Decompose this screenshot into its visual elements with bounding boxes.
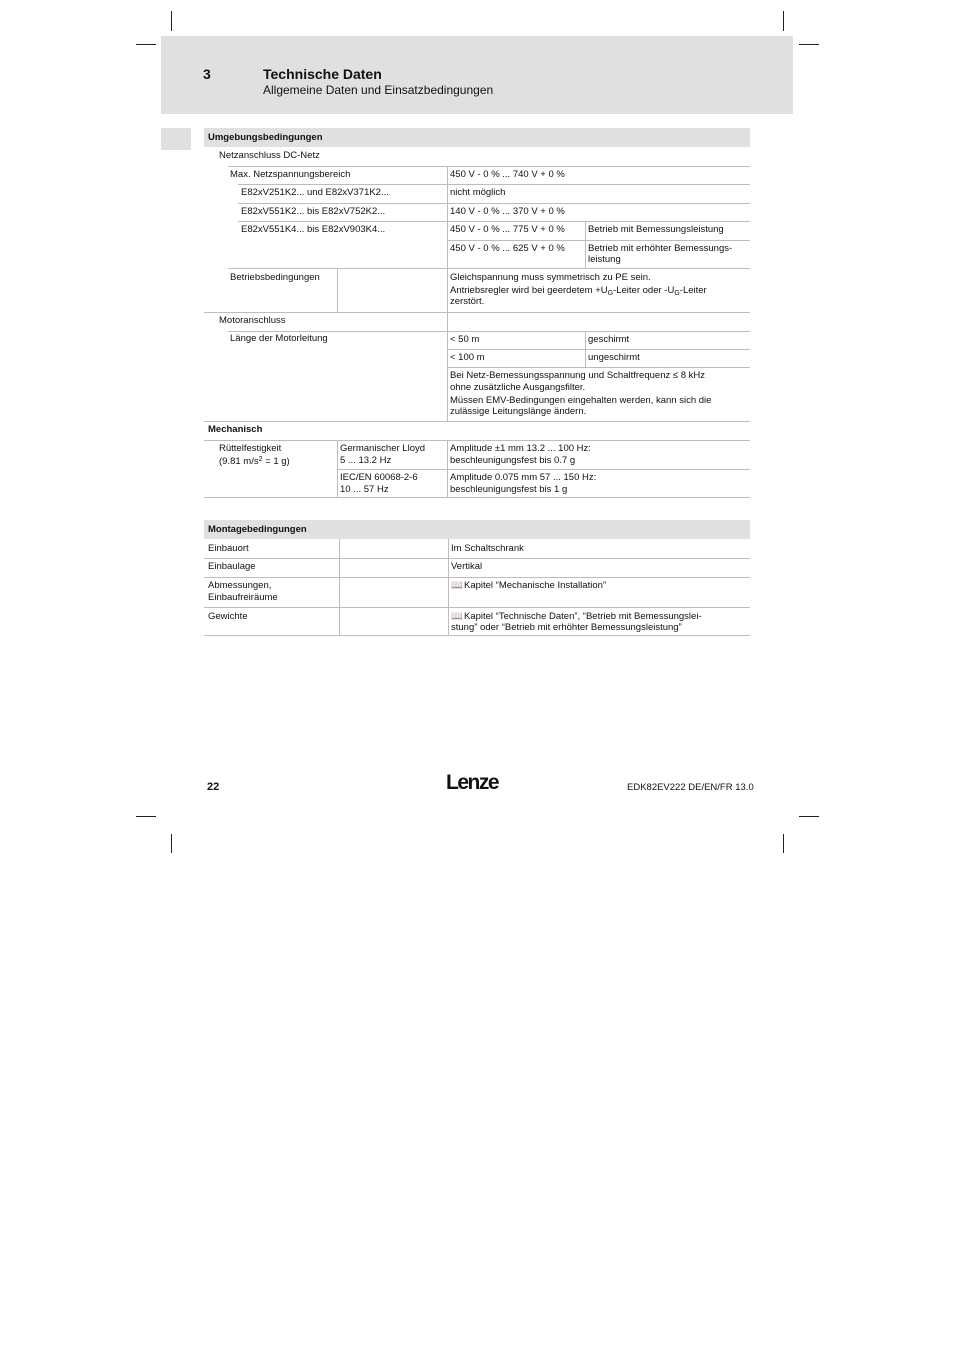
- divider: [204, 312, 750, 313]
- document-id: EDK82EV222 DE/EN/FR 13.0: [627, 782, 754, 793]
- divider: [228, 331, 750, 332]
- ruettelfestigkeit-label: Rüttelfestigkeit: [219, 443, 282, 454]
- dc-netz-label: Netzanschluss DC-Netz: [219, 150, 320, 161]
- motorleitung-label: Länge der Motorleitung: [230, 333, 328, 344]
- vibration-value: beschleunigungsfest bis 1 g: [450, 484, 568, 495]
- abmessungen-label: Abmessungen,: [208, 580, 272, 591]
- abmessungen-value: Kapitel “Mechanische Installation”: [464, 580, 607, 591]
- device-range-label: E82xV551K2... bis E82xV752K2...: [241, 206, 386, 217]
- crop-mark: [783, 834, 784, 853]
- einbaulage-value: Vertikal: [451, 561, 483, 572]
- book-icon: 📖: [451, 611, 463, 622]
- divider: [204, 558, 750, 559]
- divider: [228, 166, 750, 167]
- motoranschluss-label: Motoranschluss: [219, 315, 286, 326]
- device-range-value: 450 V - 0 % ... 625 V + 0 %: [450, 243, 565, 254]
- vibration-value: Amplitude ±1 mm 13.2 ... 100 Hz:: [450, 443, 591, 454]
- standard-label: Germanischer Lloyd: [340, 443, 426, 454]
- abmessungen-label: Einbaufreiräume: [208, 592, 278, 603]
- crop-mark: [136, 816, 156, 817]
- divider: [204, 635, 750, 636]
- chapter-number: 3: [203, 66, 211, 82]
- motorleitung-type: ungeschirmt: [588, 352, 640, 363]
- standard-label: IEC/EN 60068-2-6: [340, 472, 418, 483]
- standard-range: 10 ... 57 Hz: [340, 484, 389, 495]
- section-title-montage: Montagebedingungen: [208, 524, 307, 535]
- column-divider: [337, 268, 338, 312]
- divider: [238, 221, 750, 222]
- divider: [204, 607, 750, 608]
- spannungsbereich-label: Max. Netzspannungsbereich: [230, 169, 351, 180]
- einbauort-label: Einbauort: [208, 543, 249, 554]
- page-number: 22: [207, 781, 220, 793]
- side-tab: [161, 128, 191, 150]
- crop-mark: [799, 44, 819, 45]
- divider: [238, 184, 750, 185]
- betrieb-text: Gleichspannung muss symmetrisch zu PE sein.: [450, 272, 651, 283]
- emv-note: Bei Netz-Bemessungsspannung und Schaltfrequenz ≤ 8 kHz: [450, 370, 705, 381]
- chapter-subtitle: Allgemeine Daten und Einsatzbedingungen: [263, 83, 494, 97]
- vibration-value: Amplitude 0.075 mm 57 ... 150 Hz:: [450, 472, 597, 483]
- divider: [204, 421, 750, 422]
- betriebsbedingungen-label: Betriebsbedingungen: [230, 272, 320, 283]
- divider: [228, 268, 750, 269]
- operating-mode-note: Betrieb mit Bemessungsleistung: [588, 224, 724, 235]
- emv-note: Müssen EMV-Bedingungen eingehalten werden, kann sich die: [450, 395, 712, 406]
- device-range-value: nicht möglich: [450, 187, 506, 198]
- column-divider: [447, 166, 448, 421]
- crop-mark: [799, 816, 819, 817]
- ruettelfestigkeit-unit: (9.81 $m/s^2 = 1$ g): [219, 456, 290, 467]
- divider: [238, 203, 750, 204]
- divider: [448, 349, 750, 350]
- crop-mark: [136, 44, 156, 45]
- chapter-header: [161, 36, 793, 114]
- motorleitung-type: geschirmt: [588, 334, 630, 345]
- lenze-logo: Lenze: [446, 771, 499, 794]
- gewichte-value: Kapitel “Technische Daten”, “Betrieb mit Bemessungslei-: [464, 611, 702, 622]
- divider: [204, 577, 750, 578]
- crop-mark: [783, 11, 784, 31]
- betrieb-text: zerstört.: [450, 296, 485, 307]
- emv-note: zulässige Leitungslänge ändern.: [450, 406, 587, 417]
- book-icon: 📖: [451, 580, 463, 591]
- einbaulage-label: Einbaulage: [208, 561, 256, 572]
- divider: [204, 440, 750, 441]
- motorleitung-length: < 50 m: [450, 334, 480, 345]
- emv-note: ohne zusätzliche Ausgangsfilter.: [450, 382, 586, 393]
- chapter-title: Technische Daten: [263, 66, 382, 82]
- device-range-label: E82xV251K2... und E82xV371K2...: [241, 187, 389, 198]
- motorleitung-length: < 100 m: [450, 352, 485, 363]
- section-title-mechanisch: Mechanisch: [208, 424, 263, 435]
- device-range-value: 450 V - 0 % ... 775 V + 0 %: [450, 224, 565, 235]
- divider: [448, 240, 750, 241]
- section-title-umgebung: Umgebungsbedingungen: [208, 132, 323, 143]
- operating-mode-note: leistung: [588, 254, 621, 265]
- divider: [448, 367, 750, 368]
- column-divider: [448, 539, 449, 635]
- divider: [204, 497, 750, 498]
- crop-mark: [171, 834, 172, 853]
- divider: [338, 469, 750, 470]
- device-range-value: 140 V - 0 % ... 370 V + 0 %: [450, 206, 565, 217]
- gewichte-label: Gewichte: [208, 611, 248, 622]
- column-divider: [585, 221, 586, 268]
- column-divider: [585, 331, 586, 367]
- crop-mark: [171, 11, 172, 31]
- gewichte-value: stung” oder “Betrieb mit erhöhter Bemessungsleistung”: [451, 622, 682, 633]
- operating-mode-note: Betrieb mit erhöhter Bemessungs-: [588, 243, 733, 254]
- einbauort-value: Im Schaltschrank: [451, 543, 524, 554]
- device-range-label: E82xV551K4... bis E82xV903K4...: [241, 224, 386, 235]
- standard-range: 5 ... 13.2 Hz: [340, 455, 392, 466]
- column-divider: [339, 539, 340, 635]
- betrieb-text: Antriebsregler wird bei geerdetem $+U_G$-Leiter oder $-U_G$-Leiter: [450, 285, 707, 297]
- vibration-value: beschleunigungsfest bis 0.7 g: [450, 455, 576, 466]
- spannungsbereich-value: 450 V - 0 % ... 740 V + 0 %: [450, 169, 565, 180]
